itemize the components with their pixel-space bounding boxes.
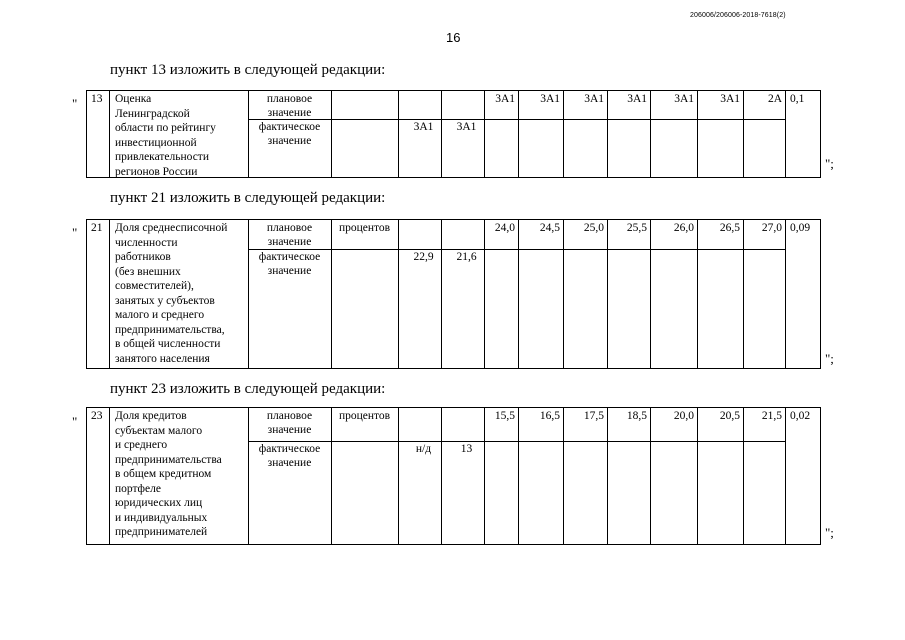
plan-value: 20,0 bbox=[673, 410, 694, 422]
plan-value: 25,5 bbox=[626, 222, 647, 234]
indicator-name-line: занятого населения bbox=[115, 352, 210, 365]
plan-value: 3А1 bbox=[540, 93, 560, 105]
plan-value: 20,5 bbox=[719, 410, 740, 422]
column-divider bbox=[484, 408, 485, 544]
opening-quote: " bbox=[72, 225, 78, 240]
indicator-name-line: в общем кредитном bbox=[115, 468, 212, 480]
column-divider bbox=[697, 408, 698, 544]
column-divider bbox=[109, 220, 110, 368]
indicator-name-line: Доля кредитов bbox=[115, 410, 187, 422]
indicator-name-line: инвестиционной bbox=[115, 136, 197, 149]
closing-quote: "; bbox=[825, 525, 834, 540]
indicator-name-line: работников bbox=[115, 251, 171, 263]
indicator-name-line: совместителей), bbox=[115, 280, 194, 292]
amendment-heading: пункт 21 изложить в следующей редакции: bbox=[110, 190, 386, 206]
column-divider bbox=[785, 220, 786, 368]
plan-value: 3А1 bbox=[674, 93, 694, 105]
amendment-heading: пункт 13 изложить в следующей редакции: bbox=[110, 62, 386, 78]
indicator-name-line: регионов России bbox=[115, 165, 198, 178]
indicator-name-line: Оценка bbox=[115, 93, 152, 105]
fact-label: значение bbox=[267, 456, 312, 469]
row-number: 13 bbox=[91, 93, 103, 105]
column-divider bbox=[441, 408, 442, 544]
plan-value: 18,5 bbox=[626, 410, 647, 422]
unit-cell: процентов bbox=[338, 222, 391, 234]
indicator-name-line: и индивидуальных bbox=[115, 511, 208, 524]
indicator-name-line: в общей численности bbox=[115, 338, 221, 350]
indicator-name-line: привлекательности bbox=[115, 151, 209, 163]
column-divider bbox=[331, 91, 332, 177]
column-divider bbox=[331, 220, 332, 368]
plan-label: плановое bbox=[266, 93, 313, 105]
indicator-name-line: Доля среднесписочной bbox=[115, 222, 228, 234]
plan-value: 3А1 bbox=[720, 93, 740, 105]
plan-label: плановое bbox=[266, 222, 313, 234]
column-divider bbox=[607, 408, 608, 544]
column-divider bbox=[563, 408, 564, 544]
fact-value: 21,6 bbox=[456, 251, 477, 263]
row-number: 21 bbox=[91, 222, 103, 234]
fact-value: н/д bbox=[415, 443, 432, 455]
plan-value: 2А bbox=[767, 93, 782, 105]
closing-quote: "; bbox=[825, 351, 834, 366]
fact-value: 13 bbox=[460, 443, 473, 455]
indicator-name-line: портфеле bbox=[115, 482, 161, 495]
plan-label: значение bbox=[267, 235, 312, 248]
indicator-name-line: области по рейтингу bbox=[115, 122, 216, 134]
plan-value: 17,5 bbox=[583, 410, 604, 422]
column-divider bbox=[650, 220, 651, 368]
column-divider bbox=[331, 408, 332, 544]
column-divider bbox=[518, 408, 519, 544]
column-divider bbox=[398, 91, 399, 177]
indicator-name-line: предпринимательства, bbox=[115, 323, 225, 336]
indicator-name-line: малого и среднего bbox=[115, 309, 205, 321]
column-divider bbox=[785, 91, 786, 177]
plan-value: 21,5 bbox=[761, 410, 782, 422]
plan-value: 16,5 bbox=[539, 410, 560, 422]
fact-label: фактическое bbox=[258, 443, 321, 455]
plan-label: значение bbox=[267, 423, 312, 436]
fact-label: значение bbox=[267, 134, 312, 147]
plan-value: 24,5 bbox=[539, 222, 560, 234]
indicator-name-line: юридических лиц bbox=[115, 497, 203, 509]
column-divider bbox=[398, 408, 399, 544]
fact-label: фактическое bbox=[258, 251, 321, 263]
weight-value: 0,09 bbox=[790, 222, 811, 234]
indicator-name-line: и среднего bbox=[115, 439, 168, 451]
column-divider bbox=[109, 408, 110, 544]
column-divider bbox=[743, 220, 744, 368]
plan-label: плановое bbox=[266, 410, 313, 422]
opening-quote: " bbox=[72, 96, 78, 111]
fact-value: 3А1 bbox=[456, 121, 477, 133]
indicator-name-line: предпринимателей bbox=[115, 526, 208, 538]
fact-value: 3А1 bbox=[413, 121, 434, 133]
column-divider bbox=[484, 220, 485, 368]
indicator-name-line: субъектам малого bbox=[115, 424, 203, 437]
column-divider bbox=[109, 91, 110, 177]
plan-value: 24,0 bbox=[494, 222, 515, 234]
weight-value: 0,1 bbox=[790, 93, 805, 105]
plan-value: 3А1 bbox=[627, 93, 647, 105]
indicator-table bbox=[86, 90, 821, 178]
page-number: 16 bbox=[446, 30, 461, 45]
column-divider bbox=[398, 220, 399, 368]
unit-cell: процентов bbox=[338, 410, 391, 422]
indicator-name-line: численности bbox=[115, 236, 178, 249]
weight-value: 0,02 bbox=[790, 410, 811, 422]
plan-value: 3А1 bbox=[584, 93, 604, 105]
column-divider bbox=[607, 220, 608, 368]
column-divider bbox=[518, 220, 519, 368]
indicator-name-line: предпринимательства bbox=[115, 453, 222, 466]
column-divider bbox=[785, 408, 786, 544]
column-divider bbox=[697, 220, 698, 368]
amendment-heading: пункт 23 изложить в следующей редакции: bbox=[110, 381, 386, 397]
plan-value: 26,0 bbox=[673, 222, 694, 234]
plan-value: 26,5 bbox=[719, 222, 740, 234]
plan-value: 3А1 bbox=[495, 93, 515, 105]
column-divider bbox=[563, 220, 564, 368]
plan-value: 25,0 bbox=[583, 222, 604, 234]
plan-value: 15,5 bbox=[494, 410, 515, 422]
fact-label: значение bbox=[267, 264, 312, 277]
indicator-table bbox=[86, 407, 821, 545]
indicator-name-line: (без внешних bbox=[115, 265, 181, 278]
row-number: 23 bbox=[91, 410, 103, 422]
column-divider bbox=[743, 408, 744, 544]
indicator-name-line: занятых у субъектов bbox=[115, 294, 215, 307]
fact-value: 22,9 bbox=[413, 251, 434, 263]
closing-quote: "; bbox=[825, 156, 834, 171]
opening-quote: " bbox=[72, 414, 78, 429]
column-divider bbox=[441, 220, 442, 368]
indicator-table bbox=[86, 219, 821, 369]
plan-value: 27,0 bbox=[761, 222, 782, 234]
document-id: 206006/206006-2018-7618(2) bbox=[690, 12, 786, 19]
plan-label: значение bbox=[267, 106, 312, 119]
column-divider bbox=[650, 408, 651, 544]
indicator-name-line: Ленинградской bbox=[115, 107, 190, 120]
fact-label: фактическое bbox=[258, 121, 321, 133]
